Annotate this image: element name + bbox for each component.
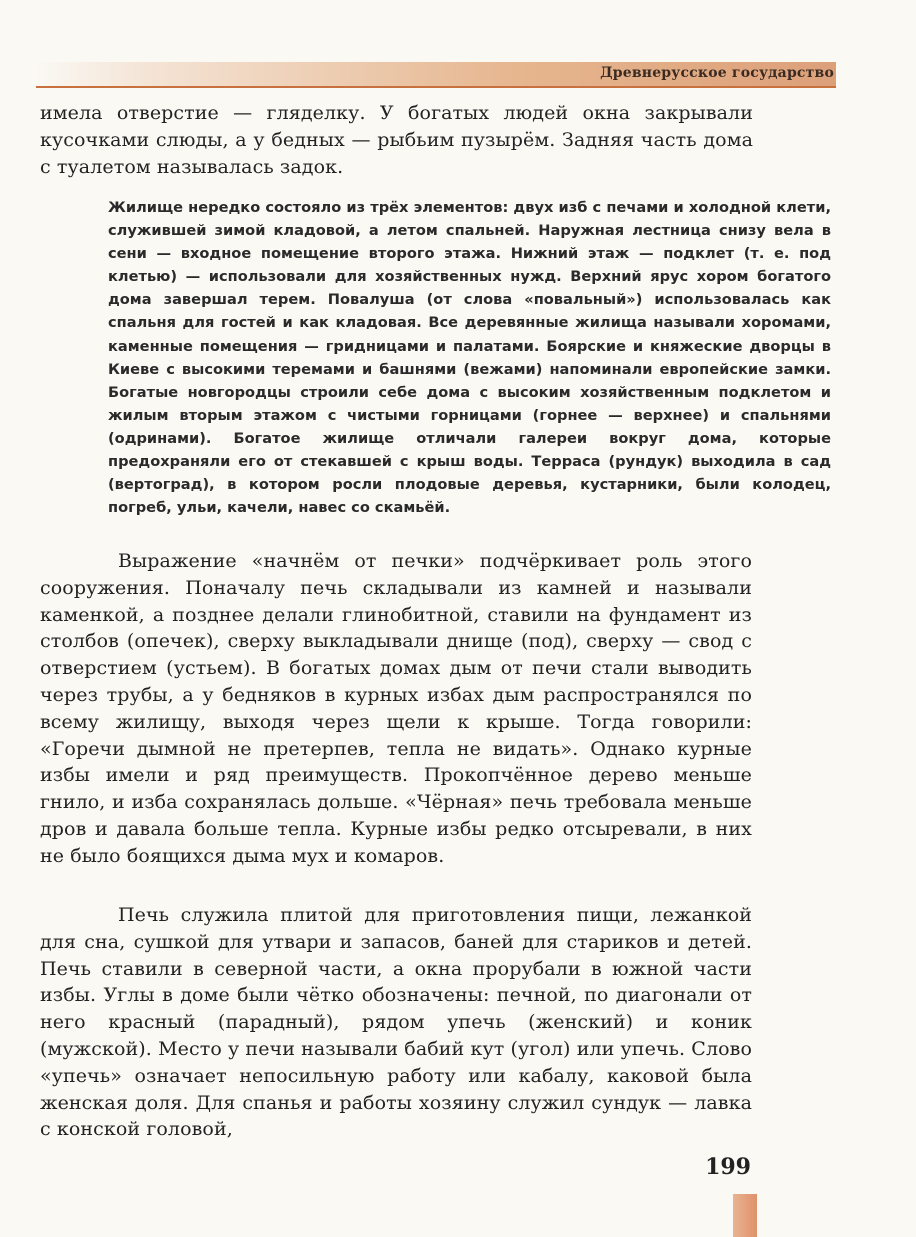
running-header	[36, 62, 836, 88]
paragraph-stove: Выражение «начнём от печки» подчёркивает роль этого сооружения. Поначалу печь складывали из камней и называли каменкой, а позднее делали глинобитной, ставили на фундамент из столбов (опечек), сверху выкладывали днище (под), сверху — свод с отверстием (устьем). В богатых домах дым от печи стали выводить через трубы, а у бедняков в курных избах дым распространялся по всему жилищу, выходя через щели к крыше. Тогда говорили: «Горечи дымной не претерпев, тепла не видать». Однако курные избы имели и ряд преимуществ. Прокопчённое дерево меньше гнило, и изба сохранялась дольше. «Чёрная» печь требовала меньше дров и давала больше тепла. Курные избы редко отсыревали, в них не было боящихся дыма мух и комаров.	[40, 550, 752, 867]
running-header-title: Древнерусское государство	[600, 65, 834, 81]
page-edge-tab	[733, 1194, 757, 1237]
info-box-text: Жилище нередко состояло из трёх элементов: двух изб с печами и холодной клети, служившей зимой кладовой, а летом спальней. Наружная лестница снизу вела в сени — входное помещение второго этажа. Нижний этаж — подклет (т. е. под клетью) — использовали для хозяйственных нужд. Верхний ярус хором богатого дома завершал терем. Повалуша (от слова «повальный») использовалась как спальня для гостей и как кладовая. Все деревянные жилища называли хоромами, каменные помещения — гридницами и палатами. Боярские и княжеские дворцы в Киеве с высокими теремами и башнями (вежами) напоминали европейские замки. Богатые новгородцы строили себе дома с высоким хозяйственным подклетом и жилым вторым этажом с чистыми горницами (горнее — верхнее) и спальнями (одринами). Богатое жилище отличали галереи вокруг дома, которые предохраняли его от стекавшей с крыш воды. Терраса (рундук) выходила в сад (вертоград), в котором росли плодовые деревья, кустарники, были колодец, погреб, ульи, качели, навес со скамьёй.	[108, 199, 831, 517]
paragraph-continuation: имела отверстие — гляделку. У богатых людей окна закрывали кусочками слюды, а у бедных — рыбьим пузырём. Задняя часть дома с туалетом называлась задок.	[40, 102, 753, 178]
paragraph-stove-uses: Печь служила плитой для приготовления пищи, лежанкой для сна, сушкой для утвари и запасов, баней для стариков и детей. Печь ставили в северной части, а окна прорубали в южной части избы. Углы в доме были чётко обозначены: печной, по диагонали от него красный (парадный), рядом упечь (женский) и коник (мужской). Место у печи называли бабий кут (угол) или упечь. Слово «упечь» означает непосильную работу или кабалу, каковой была женская доля. Для спанья и работы хозяину служил сундук — лавка с конской головой,	[40, 904, 752, 1141]
page-number: 199	[705, 1154, 751, 1180]
